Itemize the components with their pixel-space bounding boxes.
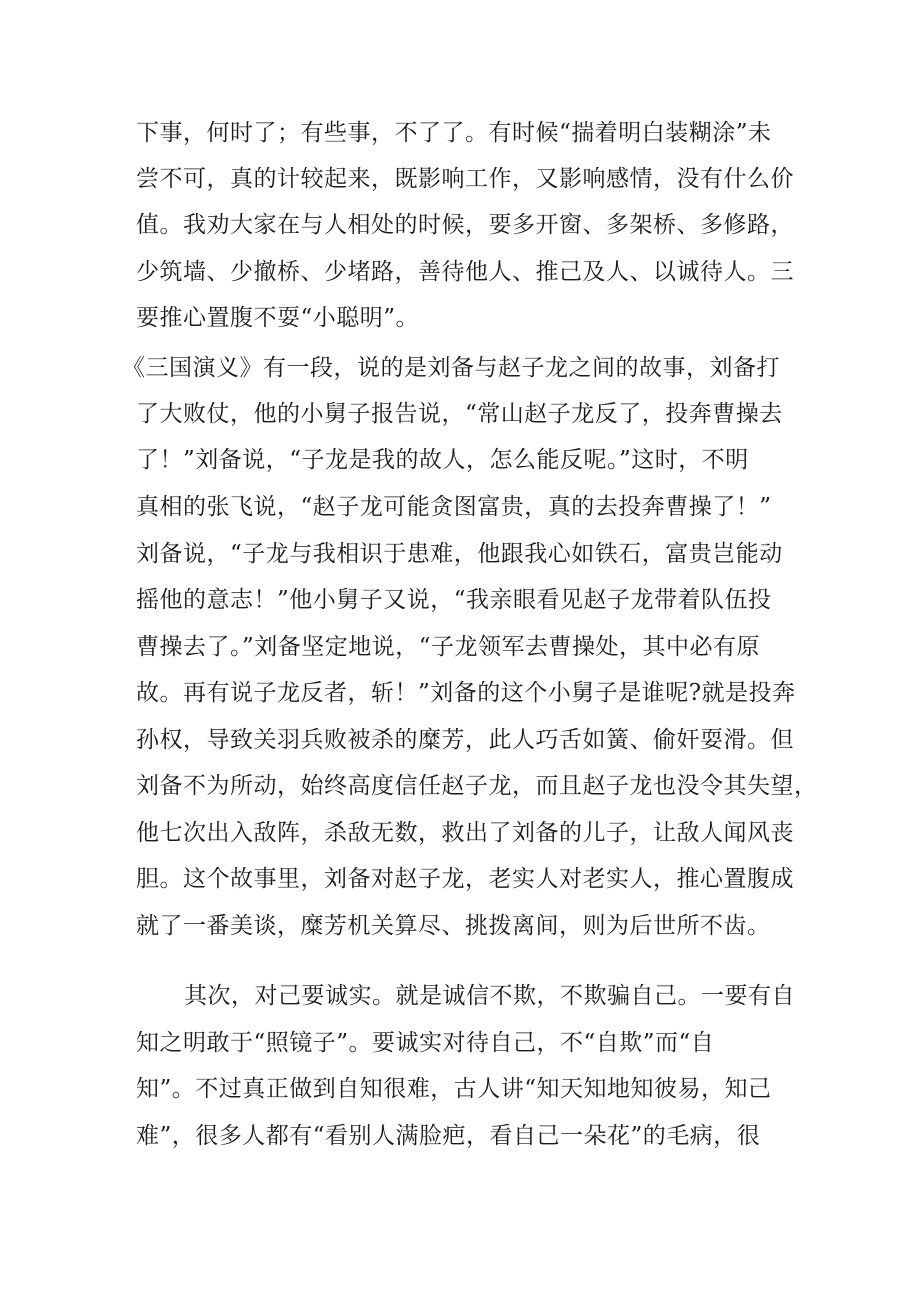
text-line: 刘备不为所动，始终高度信任赵子龙，而且赵子龙也没令其失望， [136, 773, 818, 799]
text-line: 故。再有说子龙反者，斩！”刘备的这个小舅子是谁呢?就是投奔 [136, 680, 796, 706]
text-line: 少筑墙、少撤桥、少堵路，善待他人、推己及人、以诚待人。三 [136, 259, 794, 285]
text-line: 尝不可，真的计较起来，既影响工作，又影响感情，没有什么价 [136, 166, 794, 192]
text-line: 知”。不过真正做到自知很难，古人讲“知天知地知彼易，知己 [136, 1076, 772, 1102]
text-line: 了大败仗，他的小舅子报告说，“常山赵子龙反了，投奔曹操去 [136, 401, 783, 427]
text-line: 曹操去了。”刘备坚定地说，“子龙领军去曹操处，其中必有原 [136, 634, 761, 660]
text-line: 下事，何时了；有些事，不了了。有时候“揣着明白装糊涂”未 [136, 120, 772, 146]
text-line: 胆。这个故事里，刘备对赵子龙，老实人对老实人，推心置腹成 [136, 866, 794, 892]
text-line: 就了一番美谈，糜芳机关算尽、挑拨离间，则为后世所不齿。 [136, 913, 771, 939]
text-line: 了！”刘备说，“子龙是我的故人，怎么能反呢。”这时，不明 [136, 447, 749, 473]
text-line: 孙权，导致关羽兵败被杀的糜芳，此人巧舌如簧、偷奸耍滑。但 [136, 727, 794, 753]
text-line: 刘备说，“子龙与我相识于患难，他跟我心如铁石，富贵岂能动 [136, 541, 783, 567]
text-line: 真相的张飞说，“赵子龙可能贪图富贵，真的去投奔曹操了！” [136, 494, 772, 520]
text-line: 值。我劝大家在与人相处的时候，要多开窗、多架桥、多修路， [136, 212, 794, 238]
text-line: 摇他的意志！”他小舅子又说，“我亲眼看见赵子龙带着队伍投 [136, 587, 772, 613]
text-line: 他七次出入敌阵，杀敌无数，救出了刘备的儿子，让敌人闻风丧 [136, 820, 794, 846]
text-line: 要推心置腹不耍“小聪明”。 [136, 305, 420, 331]
text-line: 难”，很多人都有“看别人满脸疤，看自己一朵花”的毛病，很 [136, 1123, 761, 1149]
text-line: 《三国演义》有一段，说的是刘备与赵子龙之间的故事，刘备打 [122, 355, 780, 381]
text-line: 知之明敢于“照镜子”。要诚实对待自己，不“自欺”而“自 [136, 1030, 715, 1056]
text-line: 其次，对己要诚实。就是诚信不欺，不欺骗自己。一要有自 [184, 983, 795, 1009]
